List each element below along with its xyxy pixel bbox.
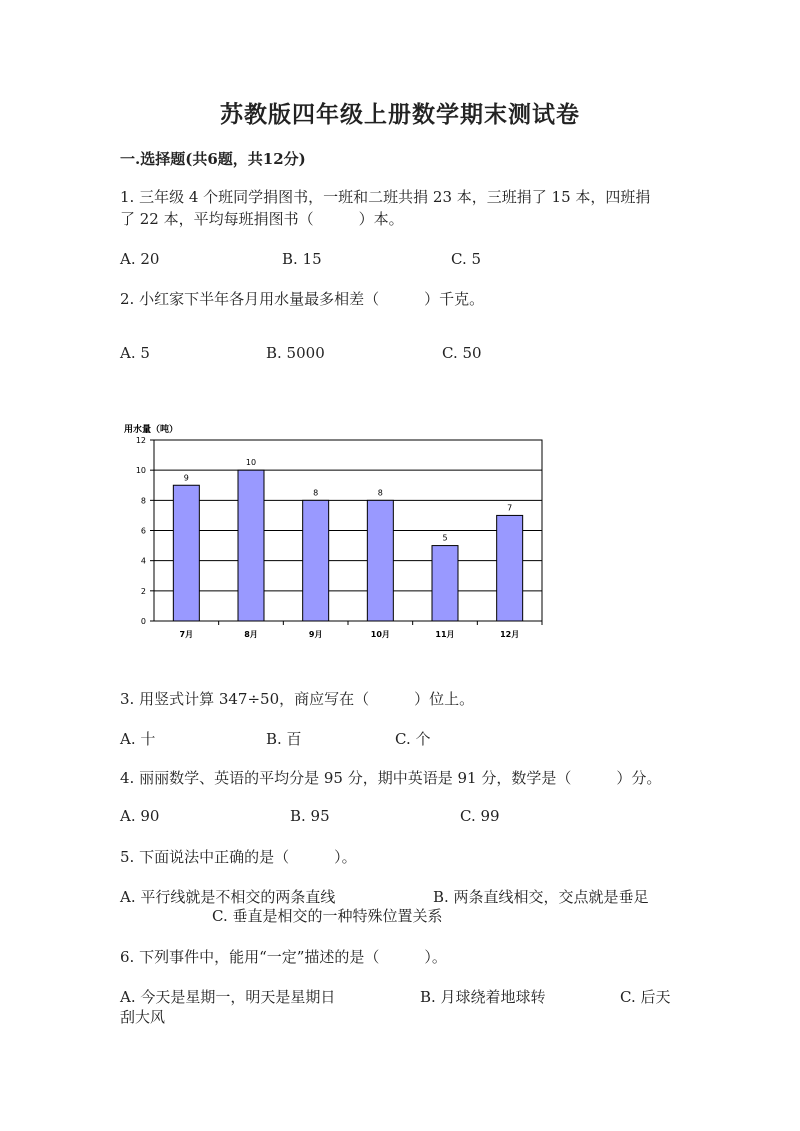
question-6-line-1: 6. 下列事件中，能用“一定”描述的是（ ）。 [120,948,447,966]
y-tick-label: 2 [140,586,146,596]
x-tick-label: 11月 [435,630,455,639]
y-tick-label: 0 [140,617,146,626]
y-tick-label: 4 [140,556,146,566]
y-tick-label: 10 [135,466,146,476]
question-3-option-a: A. 十 [120,730,156,748]
bar-data-label: 9 [183,473,189,483]
bar [497,515,523,621]
water-usage-bar-chart [118,420,550,645]
y-axis-title: 用水量（吨） [124,425,179,435]
bar-data-label: 5 [442,533,448,543]
question-2-option-c: C. 50 [442,344,482,362]
question-2-line-1: 2. 小红家下半年各月用水量最多相差（ ）千克。 [120,290,485,308]
bar-data-label: 10 [245,458,257,468]
question-2-option-a: A. 5 [120,344,150,362]
question-2-option-b: B. 5000 [266,344,325,362]
x-tick-label: 9月 [308,630,323,639]
question-5-line-1: 5. 下面说法中正确的是（ ）。 [120,848,357,866]
y-tick-label: 8 [140,496,146,506]
question-6-option-c: C. 后天 [620,988,671,1006]
section-heading: 一.选择题(共6题，共12分) [120,150,306,168]
x-tick-label: 10月 [370,630,390,639]
question-1-option-a: A. 20 [120,250,160,268]
bar [432,546,458,621]
question-4-option-a: A. 90 [120,807,160,825]
bar [367,500,393,621]
question-6-option-a: A. 今天是星期一，明天是星期日 [120,988,336,1006]
question-4-option-b: B. 95 [290,807,330,825]
x-tick-label: 12月 [500,630,520,639]
question-1-line-2: 了 22 本，平均每班捐图书（ ）本。 [120,210,404,228]
bar-data-label: 8 [313,488,319,498]
page-title: 苏教版四年级上册数学期末测试卷 [220,101,580,128]
question-5-option-b: B. 两条直线相交，交点就是垂足 [433,888,649,906]
x-tick-label: 8月 [244,630,258,639]
question-3-option-c: C. 个 [395,730,431,748]
question-3-option-b: B. 百 [266,730,302,748]
bar-data-label: 7 [507,503,513,513]
question-1-line-1: 1. 三年级 4 个班同学捐图书，一班和二班共捐 23 本，三班捐了 15 本，四班捐 [120,188,651,206]
question-5-option-c: C. 垂直是相交的一种特殊位置关系 [212,907,443,925]
bar [238,470,264,621]
question-5-option-a: A. 平行线就是不相交的两条直线 [120,888,336,906]
question-1-option-b: B. 15 [282,250,322,268]
x-tick-label: 7月 [179,630,194,639]
question-6-option-b: B. 月球绕着地球转 [420,988,546,1006]
bar [173,485,199,621]
y-tick-label: 6 [140,526,146,536]
bar-data-label: 8 [377,488,383,498]
bar [303,500,329,621]
question-4-option-c: C. 99 [460,807,500,825]
y-tick-label: 12 [135,436,146,445]
question-3-line-1: 3. 用竖式计算 347÷50，商应写在（ ）位上。 [120,690,475,708]
question-4-line-1: 4. 丽丽数学、英语的平均分是 95 分，期中英语是 91 分，数学是（ ）分。 [120,769,662,787]
question-6-option-c-continuation: 刮大风 [120,1008,166,1026]
question-1-option-c: C. 5 [451,250,482,268]
